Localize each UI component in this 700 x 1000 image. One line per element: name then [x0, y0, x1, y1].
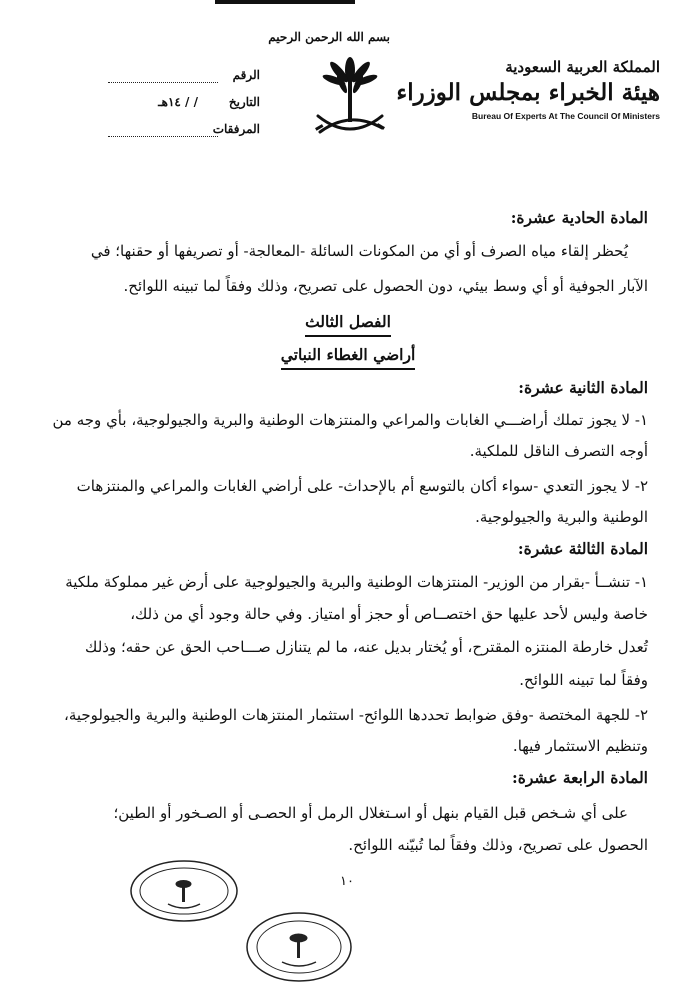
article-13-para-1-line-3: تُعدل خارطة المنتزه المقترح، أو يُختار بديل عنه، ما لم يتنازل صـــاحب الحق عن حقه؛ وذلك [85, 638, 648, 656]
article-13-para-1-line-1: ١- تنشــأ -بقرار من الوزير- المنتزهات الوطنية والبرية والجيولوجية على أرض غير مملوكة ملكية [65, 573, 648, 591]
attachments-label: المرفقات [212, 122, 260, 136]
date-value: / / ١٤هـ [158, 95, 198, 109]
article-13-para-1-line-4: وفقاً لما تبينه اللوائح. [519, 671, 648, 689]
letterhead-right [396, 58, 660, 121]
number-dotted-line [108, 70, 218, 83]
article-12-para-1-line-2: أوجه التصرف الناقل للملكية. [469, 442, 648, 460]
chapter-title-text: الفصل الثالث [305, 312, 391, 337]
bureau-name-english: Bureau Of Experts At The Council Of Ministers [471, 111, 660, 121]
article-12-para-2-line-2: الوطنية والبرية والجيولوجية. [475, 508, 648, 526]
official-seal-2-icon [244, 910, 354, 988]
article-12-para-1-line-1: ١- لا يجوز تملك أراضـــي الغابات والمراعي والمنتزهات الوطنية والبرية والجيولوجية، بأي وجه من [52, 411, 648, 429]
attachments-dotted-line [108, 124, 218, 137]
article-13-para-1-line-2: خاصة وليس لأحد عليها حق اختصــاص أو حجز أو امتياز. وفي حالة وجود أي من ذلك، [130, 605, 648, 623]
article-12-title: المادة الثانية عشرة: [518, 378, 648, 397]
date-label: التاريخ [228, 95, 260, 109]
chapter-subtitle [48, 345, 648, 370]
attachments-field [160, 122, 260, 149]
article-11-title: المادة الحادية عشرة: [510, 208, 648, 227]
article-14-line-1: على أي شـخص قبل القيام بنهل أو اسـتغلال الرمل أو الحصـى أو الصـخور أو الطين؛ [113, 804, 628, 822]
article-11-line-2: الآبار الجوفية أو أي وسط بيئي، دون الحصول على تصريح، وذلك وفقاً لما تبينه اللوائح. [123, 277, 648, 295]
article-14-line-2: الحصول على تصريح، وذلك وفقاً لما تُبيّنه اللوائح. [348, 836, 648, 854]
chapter-subtitle-text: أراضي الغطاء النباتي [281, 345, 416, 370]
kingdom-name: المملكة العربية السعودية [505, 58, 660, 76]
bureau-name-arabic: هيئة الخبراء بمجلس الوزراء [396, 79, 660, 106]
basmala: بسم الله الرحمن الرحيم [268, 30, 390, 44]
scan-artifact-bar [215, 0, 355, 4]
official-seal-icon [128, 858, 240, 928]
article-13-title: المادة الثالثة عشرة: [517, 539, 648, 558]
palm-swords-emblem-icon [312, 52, 388, 144]
chapter-title [48, 312, 648, 337]
number-label: الرقم [232, 68, 260, 82]
number-field [160, 68, 260, 95]
letterhead-fields [160, 68, 260, 149]
page-number: ١٠ [340, 874, 354, 889]
article-11-line-1: يُحظر إلقاء مياه الصرف أو أي من المكونات السائلة -المعالجة- أو تصريفها أو حقنها؛ في [90, 242, 628, 260]
article-14-title: المادة الرابعة عشرة: [512, 768, 648, 787]
article-13-para-2-line-2: وتنظيم الاستثمار فيها. [512, 737, 648, 755]
article-12-para-2-line-1: ٢- لا يجوز التعدي -سواء أكان بالتوسع أم بالإحداث- على أراضي الغابات والمراعي والمنتزهات [76, 477, 648, 495]
article-13-para-2-line-1: ٢- للجهة المختصة -وفق ضوابط تحددها اللوائح- استثمار المنتزهات الوطنية والبرية والجيولوجية، [64, 706, 648, 724]
date-field [160, 95, 260, 122]
